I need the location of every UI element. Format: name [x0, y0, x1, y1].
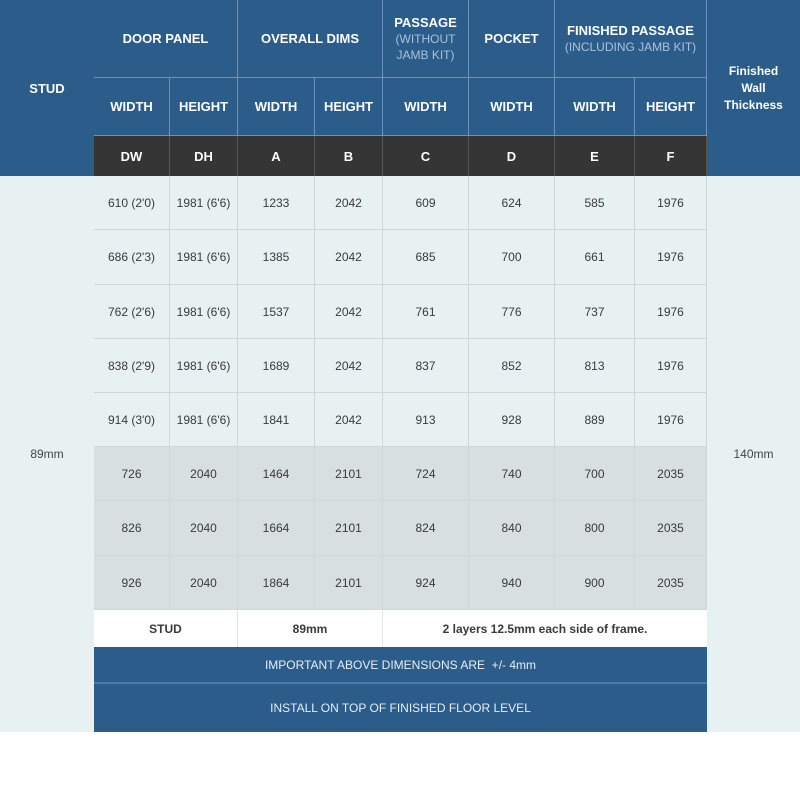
footer-stud-label: STUD: [149, 621, 182, 636]
cell-value: 1537: [262, 304, 290, 319]
table-cell: [383, 501, 469, 556]
cell-value: 1976: [657, 358, 684, 373]
table-cell: [238, 556, 315, 610]
table-cell: [170, 393, 238, 447]
cell-value: 1981 (6'6): [176, 250, 231, 264]
sub-header-cell: [469, 78, 555, 136]
cell-value: 1976: [657, 304, 684, 319]
table-cell: [238, 447, 315, 501]
table-cell: [238, 285, 315, 339]
sub-header-label: WIDTH: [254, 99, 298, 114]
table-cell: [315, 339, 383, 393]
code-cell: [383, 136, 469, 176]
cell-value: 1385: [262, 250, 290, 264]
cell-value: 852: [501, 358, 522, 373]
table-cell: [383, 447, 469, 501]
cell-value: 889: [584, 412, 605, 427]
cell-value: 585: [584, 195, 605, 210]
cell-value: 2042: [335, 304, 362, 319]
table-cell: [555, 230, 635, 285]
cell-value: 2101: [335, 575, 362, 590]
table-cell: [469, 556, 555, 610]
cell-value: 1981 (6'6): [176, 412, 231, 427]
stud-header-label: STUD: [29, 80, 65, 96]
cell-value: 2101: [335, 466, 362, 481]
table-cell: [635, 556, 707, 610]
table-cell: [315, 285, 383, 339]
stud-value-cell: [0, 176, 94, 732]
table-cell: [635, 393, 707, 447]
table-cell: [383, 285, 469, 339]
finished-passage-label: FINISHED PASSAGE: [567, 22, 694, 38]
cell-value: 914 (3'0): [108, 412, 155, 427]
cell-value: 1464: [262, 466, 290, 481]
table-cell: [238, 176, 315, 230]
cell-value: 1981 (6'6): [176, 195, 231, 210]
cell-value: 2042: [335, 412, 362, 427]
pocket-label: POCKET: [484, 31, 539, 46]
door-panel-header: [94, 0, 238, 78]
overall-dims-label: OVERALL DIMS: [261, 31, 359, 46]
cell-value: 2101: [335, 521, 362, 535]
code-label: C: [420, 148, 431, 164]
sub-header-cell: [238, 78, 315, 136]
table-cell: [170, 501, 238, 556]
table-cell: [94, 556, 170, 610]
cell-value: 1689: [262, 358, 290, 373]
finished-wall-thickness-header: [707, 0, 800, 176]
cell-value: 1864: [262, 575, 290, 590]
cell-value: 837: [415, 358, 436, 373]
table-cell: [94, 393, 170, 447]
cell-value: 800: [584, 521, 605, 535]
sub-header-label: WIDTH: [110, 99, 153, 114]
table-cell: [315, 501, 383, 556]
table-cell: [170, 285, 238, 339]
footer-stud-label-cell: [94, 610, 238, 647]
code-label: DW: [120, 148, 143, 164]
cell-value: 700: [584, 466, 605, 481]
sub-header-cell: [315, 78, 383, 136]
footer-lining-note-cell: [383, 610, 707, 647]
table-cell: [94, 230, 170, 285]
sub-header-cell: [170, 78, 238, 136]
footer-stud-value: 89mm: [292, 621, 328, 636]
cell-value: 686 (2'3): [108, 250, 155, 264]
table-cell: [170, 556, 238, 610]
code-label: DH: [194, 148, 213, 164]
table-cell: [383, 339, 469, 393]
table-cell: [635, 447, 707, 501]
cell-value: 700: [501, 250, 522, 264]
cell-value: 1976: [657, 412, 684, 427]
code-cell: [170, 136, 238, 176]
passage-header: [383, 0, 469, 78]
table-cell: [94, 176, 170, 230]
cell-value: 1981 (6'6): [176, 304, 231, 319]
sub-header-cell: [635, 78, 707, 136]
cell-value: 2040: [190, 575, 217, 590]
table-cell: [635, 501, 707, 556]
cell-value: 610 (2'0): [108, 195, 155, 210]
table-cell: [383, 230, 469, 285]
code-label: F: [666, 148, 675, 164]
code-label: B: [343, 148, 354, 164]
install-notice: [94, 684, 707, 732]
table-cell: [555, 393, 635, 447]
table-cell: [315, 393, 383, 447]
code-cell: [315, 136, 383, 176]
cell-value: 740: [501, 466, 522, 481]
stud-header: [0, 0, 94, 176]
table-cell: [94, 447, 170, 501]
cell-value: 1841: [262, 412, 290, 427]
cell-value: 900: [584, 575, 605, 590]
table-cell: [238, 230, 315, 285]
sub-header-label: HEIGHT: [323, 99, 374, 114]
cell-value: 840: [501, 521, 522, 535]
sub-header-label: WIDTH: [490, 99, 533, 114]
pocket-header: [469, 0, 555, 78]
important-notice-text: IMPORTANT ABOVE DIMENSIONS ARE +/- 4mm: [264, 657, 537, 672]
table-cell: [469, 176, 555, 230]
code-label: A: [271, 148, 281, 164]
passage-sub-label-1: (WITHOUT: [395, 31, 456, 46]
table-cell: [555, 285, 635, 339]
code-cell: [555, 136, 635, 176]
cell-value: 737: [584, 304, 605, 319]
cell-value: 838 (2'9): [108, 358, 155, 373]
cell-value: 1976: [657, 250, 684, 264]
table-cell: [315, 556, 383, 610]
important-notice: [94, 647, 707, 684]
cell-value: 776: [501, 304, 522, 319]
table-cell: [555, 339, 635, 393]
cell-value: 2035: [657, 466, 684, 481]
finished-passage-header: [555, 0, 707, 78]
wall-thickness-cell: [707, 176, 800, 732]
table-cell: [635, 176, 707, 230]
table-cell: [238, 393, 315, 447]
cell-value: 2040: [190, 521, 217, 535]
table-cell: [170, 447, 238, 501]
table-cell: [469, 339, 555, 393]
cell-value: 609: [415, 195, 436, 210]
cell-value: 826: [121, 521, 142, 535]
table-cell: [383, 556, 469, 610]
table-cell: [315, 447, 383, 501]
table-cell: [170, 339, 238, 393]
sub-header-cell: [383, 78, 469, 136]
table-cell: [94, 285, 170, 339]
sub-header-label: HEIGHT: [645, 99, 696, 114]
sub-header-cell: [94, 78, 170, 136]
passage-sub-label-2: JAMB KIT): [396, 47, 455, 62]
cell-value: 926: [121, 575, 142, 590]
finished-wall-label-3: Thickness: [724, 97, 783, 112]
table-cell: [635, 285, 707, 339]
cell-value: 2035: [657, 575, 684, 590]
finished-passage-sub-label: (INCLUDING JAMB KIT): [564, 39, 697, 54]
cell-value: 940: [501, 575, 522, 590]
cell-value: 624: [501, 195, 522, 210]
table-cell: [555, 447, 635, 501]
table-cell: [555, 556, 635, 610]
table-cell: [469, 393, 555, 447]
table-cell: [635, 230, 707, 285]
table-cell: [315, 230, 383, 285]
table-cell: [238, 339, 315, 393]
sub-header-label: WIDTH: [404, 99, 447, 114]
table-cell: [170, 176, 238, 230]
table-cell: [469, 501, 555, 556]
table-cell: [469, 447, 555, 501]
cell-value: 1664: [262, 521, 290, 535]
code-cell: [635, 136, 707, 176]
table-cell: [315, 176, 383, 230]
cell-value: 2040: [190, 466, 217, 481]
finished-wall-label-1: Finished: [728, 63, 779, 78]
cell-value: 824: [415, 521, 436, 535]
table-cell: [238, 501, 315, 556]
cell-value: 661: [584, 250, 605, 264]
cell-value: 724: [415, 466, 436, 481]
cell-value: 928: [501, 412, 522, 427]
table-cell: [170, 230, 238, 285]
sub-header-label: HEIGHT: [178, 99, 229, 114]
cell-value: 913: [415, 412, 436, 427]
code-label: D: [506, 148, 517, 164]
sub-header-cell: [555, 78, 635, 136]
code-cell: [469, 136, 555, 176]
code-label: E: [590, 148, 599, 164]
cell-value: 924: [415, 575, 436, 590]
cell-value: 762 (2'6): [108, 304, 155, 319]
cell-value: 726: [121, 466, 142, 481]
table-cell: [469, 285, 555, 339]
door-panel-label: DOOR PANEL: [122, 31, 209, 46]
table-cell: [383, 176, 469, 230]
cell-value: 2042: [335, 195, 362, 210]
table-cell: [635, 339, 707, 393]
overall-dims-header: [238, 0, 383, 78]
footer-stud-value-cell: [238, 610, 383, 647]
cell-value: 813: [584, 358, 605, 373]
stud-value: 89mm: [30, 447, 64, 461]
cell-value: 685: [415, 250, 436, 264]
cell-value: 1233: [262, 195, 290, 210]
cell-value: 2042: [335, 358, 362, 373]
table-cell: [469, 230, 555, 285]
cell-value: 2035: [657, 521, 684, 535]
finished-wall-label-2: Wall: [741, 80, 766, 95]
cell-value: 1976: [657, 195, 684, 210]
code-cell: [94, 136, 170, 176]
cell-value: 1981 (6'6): [176, 358, 231, 373]
passage-label: PASSAGE: [394, 14, 457, 30]
cell-value: 761: [415, 304, 436, 319]
code-cell: [238, 136, 315, 176]
wall-thickness-value: 140mm: [733, 447, 774, 461]
install-notice-text: INSTALL ON TOP OF FINISHED FLOOR LEVEL: [270, 701, 531, 715]
table-cell: [94, 501, 170, 556]
cell-value: 2042: [335, 250, 362, 264]
table-cell: [383, 393, 469, 447]
sub-header-label: WIDTH: [573, 99, 616, 114]
table-cell: [555, 176, 635, 230]
footer-lining-note: 2 layers 12.5mm each side of frame.: [442, 621, 648, 636]
table-cell: [555, 501, 635, 556]
table-cell: [94, 339, 170, 393]
